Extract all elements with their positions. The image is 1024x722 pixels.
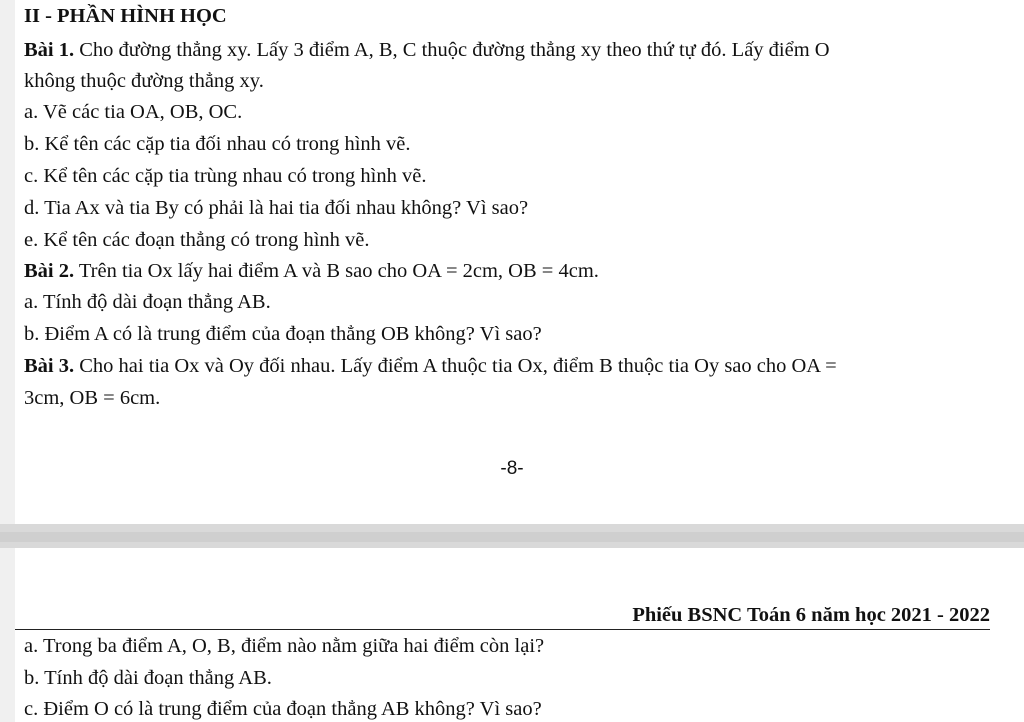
bai1-item-d: d. Tia Ax và tia By có phải là hai tia đối nhau không? Vì sao? [24, 197, 529, 219]
bai1-line1 [24, 38, 830, 62]
bai1-item-a: a. Vẽ các tia OA, OB, OC. [24, 101, 243, 123]
page-gap-shadow [0, 532, 1024, 542]
bai1-label: Bài 1. [24, 39, 75, 61]
bai3-item-c: c. Điểm O có là trung điểm của đoạn thẳng AB không? Vì sao? [24, 698, 542, 720]
page-number: -8- [500, 458, 524, 479]
left-margin-strip [0, 0, 15, 722]
bai3-text-line1: Cho hai tia Ox và Oy đối nhau. Lấy điểm A thuộc tia Ox, điểm B thuộc tia Oy sao cho OA = [74, 355, 837, 377]
bai2-line [24, 259, 599, 283]
header-rule [15, 629, 990, 630]
running-header: Phiếu BSNC Toán 6 năm học 2021 - 2022 [632, 604, 990, 626]
bai1-text-line2: không thuộc đường thẳng xy. [24, 70, 264, 92]
bai2-item-a: a. Tính độ dài đoạn thẳng AB. [24, 291, 271, 313]
bai1-item-e: e. Kể tên các đoạn thẳng có trong hình vẽ. [24, 229, 370, 251]
bai3-text-line2: 3cm, OB = 6cm. [24, 387, 161, 409]
bai1-item-b: b. Kể tên các cặp tia đối nhau có trong hình vẽ. [24, 133, 411, 155]
bai1-text-line1: Cho đường thẳng xy. Lấy 3 điểm A, B, C thuộc đường thẳng xy theo thứ tự đó. Lấy điểm O [74, 39, 830, 61]
section-title: II - PHẦN HÌNH HỌC [24, 5, 227, 27]
bai3-line1 [24, 354, 837, 378]
bai2-text: Trên tia Ox lấy hai điểm A và B sao cho OA = 2cm, OB = 4cm. [74, 260, 599, 282]
bai2-label: Bài 2. [24, 260, 75, 282]
bai3-item-a: a. Trong ba điểm A, O, B, điểm nào nằm giữa hai điểm còn lại? [24, 635, 545, 657]
bai1-item-c: c. Kể tên các cặp tia trùng nhau có trong hình vẽ. [24, 165, 427, 187]
bai3-item-b: b. Tính độ dài đoạn thẳng AB. [24, 667, 272, 689]
bai2-item-b: b. Điểm A có là trung điểm của đoạn thẳng OB không? Vì sao? [24, 323, 542, 345]
bai3-label: Bài 3. [24, 355, 75, 377]
